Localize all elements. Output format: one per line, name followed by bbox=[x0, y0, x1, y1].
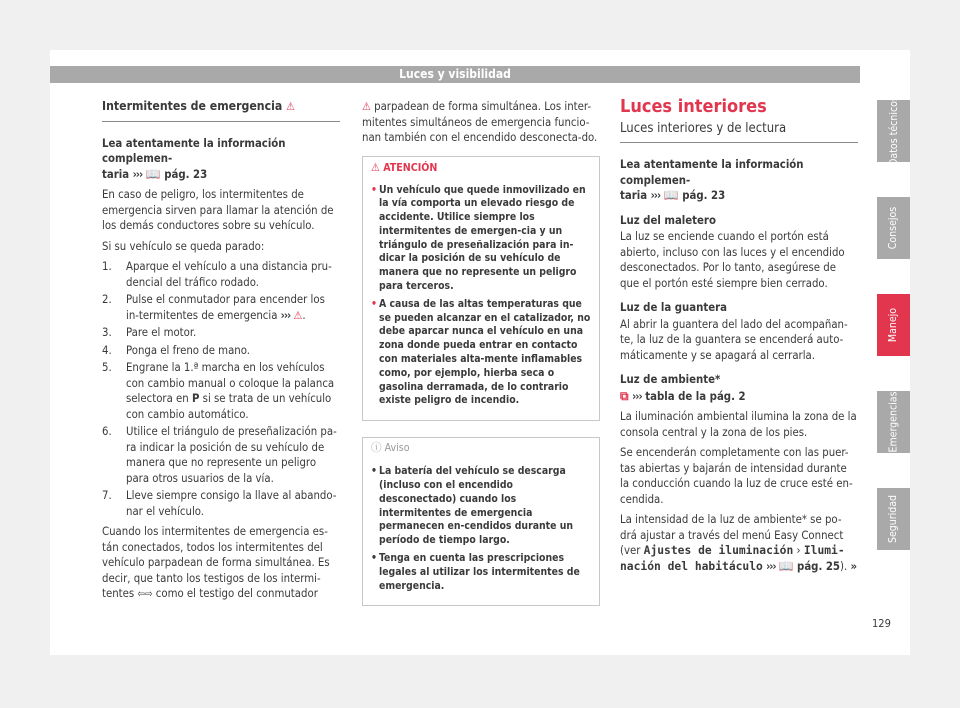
continue-icon: » bbox=[850, 559, 857, 573]
paragraph: En caso de peligro, los intermitentes de emergencia sirven para llamar la atención de los demás conductores sobre su vehículo. bbox=[102, 188, 334, 232]
list-item: 6. Utilice el triángulo de preseñalización pa-ra indicar la posición de su vehículo de manera que no represente un peligro para otros usuarios de la vía. bbox=[102, 425, 337, 485]
bullet-icon: • bbox=[371, 183, 377, 196]
list-item: • A causa de las altas temperaturas que se pueden alcanzar en el catalizador, no debe aparcar nunca el vehículo en una zona donde pueda entrar en contacto con materiales alta-mente inflamables como, por ejemplo, hierba seca o gasolina derramada, de lo contrario existe peligro de incendio. bbox=[371, 297, 591, 407]
warning-triangle-icon: ⚠ bbox=[293, 308, 303, 322]
warning-triangle-icon: ⚠ bbox=[362, 100, 371, 113]
info-reference: Lea atentamente la información complemen- taria ››› 📖 pág. 23 bbox=[620, 158, 804, 202]
paragraph: Cuando los intermitentes de emergencia es-tán conectados, todos los intermitentes del vehículo parpadean de forma simultánea. Es decir, que tanto los testigos de los intermi-tentes ⇦⇨ como el testigo del conmutador bbox=[102, 525, 330, 600]
paragraph: La intensidad de la luz de ambiente* se po-drá ajustar a través del menú Easy Connect (ver Ajustes de iluminación › Ilumi-nación del habitáculo ››› 📖 pág. 25). » bbox=[620, 513, 857, 573]
tab-emergencias[interactable]: Emergencias bbox=[877, 391, 910, 453]
bullet-icon: • bbox=[371, 297, 377, 310]
note-box bbox=[362, 437, 600, 606]
list-item: • Un vehículo que quede inmovilizado en la vía comporta un elevado riesgo de accidente. Utilice siempre los intermitentes de emergen-cia y un triángulo de preseñalización para in-dicar la posición de su vehículo de manera que no represente un peligro para terceros. bbox=[371, 183, 586, 293]
list-item: 5. Engrane la 1.ª marcha en los vehículos con cambio manual o coloque la palanca selectora en P si se trata de un vehículo con cambio automático. bbox=[102, 361, 335, 421]
tab-manejo[interactable]: Manejo bbox=[877, 294, 910, 356]
chevron-icon: ››› bbox=[280, 308, 291, 322]
page-number: 129 bbox=[872, 617, 891, 630]
chevron-icon: ››› bbox=[766, 559, 776, 573]
subheading: Luz de la guantera bbox=[620, 301, 727, 314]
warning-triangle-icon: ⚠ bbox=[371, 160, 380, 174]
warning-triangle-icon: ⚠ bbox=[286, 100, 295, 113]
subheading: Luz del maletero bbox=[620, 213, 716, 227]
note-box-header: ⓘ Aviso bbox=[371, 442, 410, 455]
paragraph: ⚠ parpadean de forma simultánea. Los inter-mitentes simultáneos de emergencia funcio-nan también con el encendido desconecta-do. bbox=[362, 100, 598, 144]
list-item: 4. Ponga el freno de mano. bbox=[102, 343, 250, 357]
tab-consejos[interactable]: Consejos bbox=[877, 197, 910, 259]
book-icon: 📖 bbox=[663, 188, 679, 202]
list-item: 7. Lleve siempre consigo la llave al abando-nar el vehículo. bbox=[102, 489, 337, 518]
column-middle bbox=[362, 99, 600, 606]
paragraph: Se encenderán completamente con las puer-tas abiertas y bajarán de intensidad durante la conducción cuando la luz de cruce esté en-cendida. bbox=[620, 446, 853, 506]
table-link[interactable]: tabla de la pág. 2 bbox=[645, 389, 746, 403]
list-item: • Tenga en cuenta las prescripciones legales al utilizar los intermitentes de emergencia. bbox=[371, 552, 580, 592]
list-item: 3. Pare el motor. bbox=[102, 326, 197, 339]
column-right bbox=[620, 96, 858, 579]
list-item: 2. Pulse el conmutador para encender los in-termitentes de emergencia ››› ⚠. bbox=[102, 293, 325, 322]
tab-datos-tecnicos[interactable]: Datos técnicos bbox=[877, 100, 910, 162]
paragraph: Al abrir la guantera del lado del acompañan-te, la luz de la guantera se encenderá auto-máticamente y se apagará al cerrarla. bbox=[620, 317, 848, 362]
page-header: Luces y visibilidad bbox=[50, 66, 860, 83]
paragraph: La luz se enciende cuando el portón está abierto, incluso con las luces y el encendido desconectados. Por lo tanto, asegúrese de que el portón esté siempre bien cerrado. bbox=[620, 230, 845, 290]
list-item: 1. Aparque el vehículo a una distancia pru-dencial del tráfico rodado. bbox=[102, 260, 332, 289]
info-reference: Lea atentamente la información complemen- taria ››› 📖 pág. 23 bbox=[102, 136, 286, 181]
warning-box bbox=[362, 156, 600, 422]
paragraph: La iluminación ambiental ilumina la zona de la consola central y la zona de los pies. bbox=[620, 410, 857, 439]
bullet-icon: • bbox=[371, 465, 377, 478]
chevron-icon: ››› bbox=[132, 167, 143, 181]
paragraph: Si su vehículo se queda parado: bbox=[102, 239, 265, 253]
warning-box-header: ⚠ ATENCIÓN bbox=[371, 160, 438, 174]
table-reference bbox=[620, 389, 858, 405]
chevron-icon: ››› bbox=[632, 389, 642, 403]
book-icon: 📖 bbox=[145, 166, 161, 181]
page-link[interactable]: pág. 23 bbox=[682, 189, 726, 202]
page-link[interactable]: pág. 25 bbox=[797, 559, 840, 573]
chevron-icon: ››› bbox=[650, 189, 661, 202]
bullet-icon: • bbox=[371, 552, 377, 565]
chapter-title: Luces interiores bbox=[620, 96, 767, 117]
section-title: Intermitentes de emergencia ⚠ bbox=[102, 99, 340, 122]
book-icon: 📖 bbox=[778, 558, 794, 573]
info-icon: ⓘ bbox=[371, 442, 382, 455]
page-link[interactable]: pág. 23 bbox=[164, 167, 208, 181]
photo-icon: ⧉ bbox=[620, 388, 629, 403]
subheading: Luz de ambiente* bbox=[620, 373, 721, 386]
turn-signal-arrows-icon: ⇦⇨ bbox=[137, 589, 153, 600]
column-left bbox=[102, 99, 340, 608]
section-title: Luces interiores y de lectura bbox=[620, 121, 858, 144]
steps-list bbox=[102, 259, 340, 519]
list-item: • La batería del vehículo se descarga (incluso con el encendido desconectado) cuando los intermitentes de emergencia permanecen en-cendidos durante un período de tiempo largo. bbox=[371, 465, 574, 547]
tab-seguridad[interactable]: Seguridad bbox=[877, 488, 910, 550]
